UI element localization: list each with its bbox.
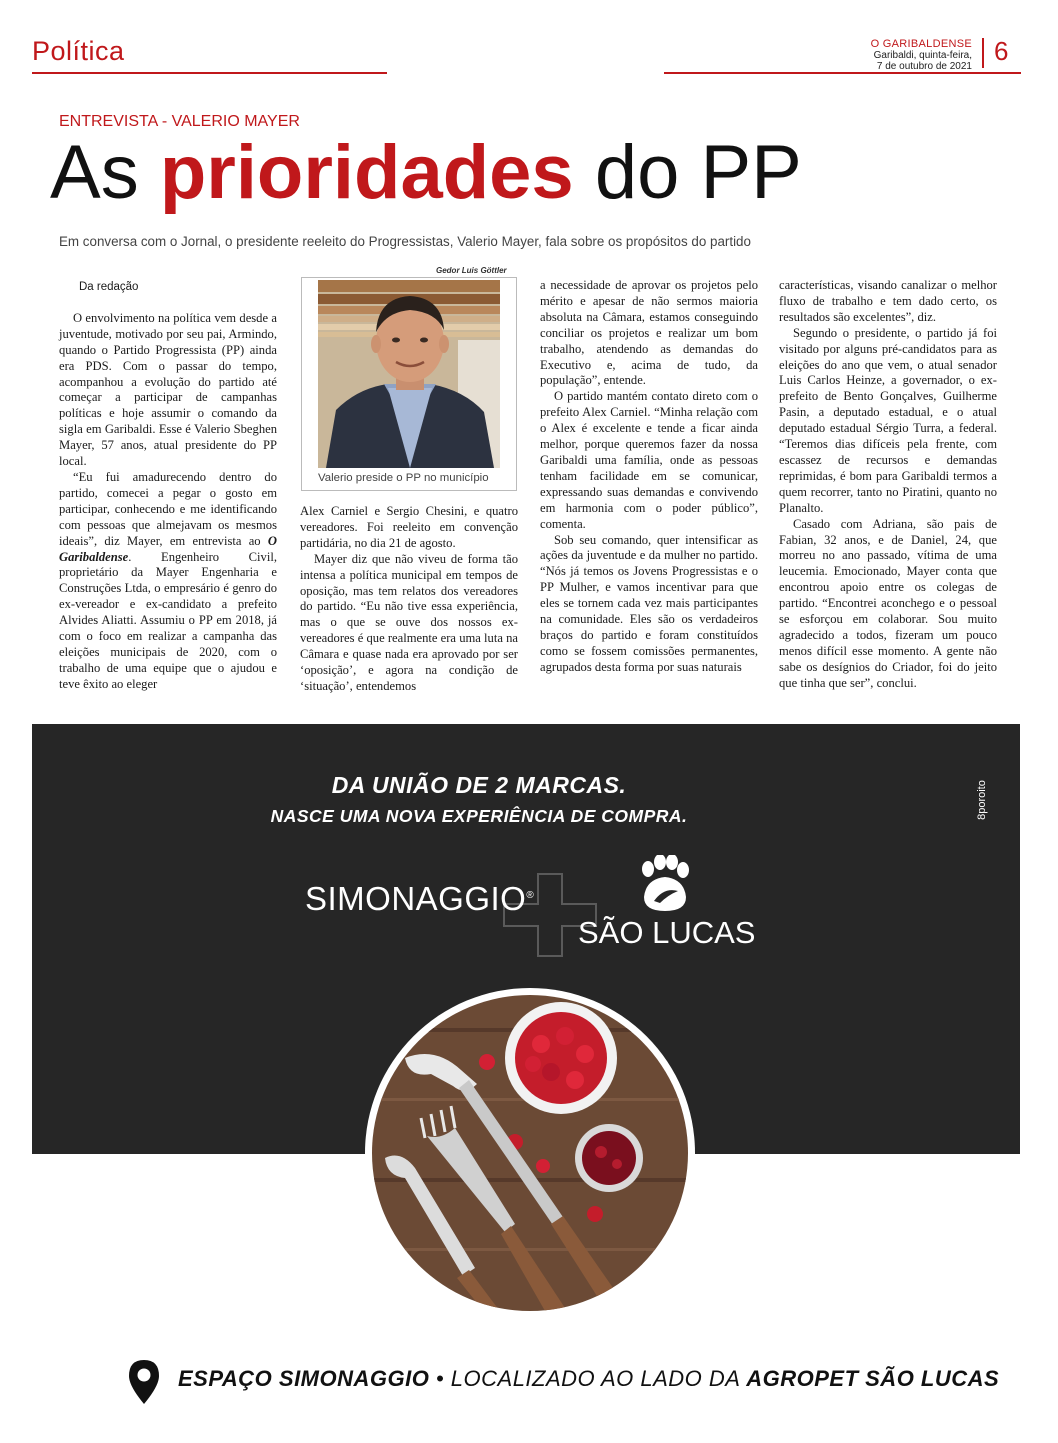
paragraph: Alex Carniel e Sergio Chesini, e quatro vereadores. Foi reeleito em convenção partidária, no dia 21 de agosto.	[300, 504, 518, 550]
article-column-1	[59, 280, 277, 693]
masthead-dateline-2: 7 de outubro de 2021	[876, 61, 972, 72]
article-column-4	[779, 278, 997, 692]
masthead-dateline-1: Garibaldi, quinta-feira,	[873, 50, 972, 61]
masthead-paper-name: O GARIBALDENSE	[870, 38, 972, 50]
registered-mark: ®	[526, 890, 535, 901]
publication-name: O Garibaldense	[59, 533, 277, 564]
page-number-separator	[982, 38, 984, 68]
section-label: Política	[32, 36, 125, 66]
ad-footer	[178, 1366, 999, 1392]
paragraph: O partido mantém contato direto com o prefeito Alex Carniel. “Minha relação com o Alex é excelente e tende a ficar ainda melhor, porque queremos fazer da nossa Garibaldi uma família, onde as pessoas tenham facilidade em se comunicar, expressando suas demandas e convivendo em harmonia com o poder público”, comenta.	[540, 389, 758, 531]
food-photo	[365, 988, 695, 1318]
headline-part-1: As	[50, 130, 160, 215]
ad-headline	[0, 772, 1058, 799]
headline-part-2: do PP	[573, 130, 802, 215]
location-pin-icon	[127, 1358, 161, 1406]
paragraph: Segundo o presidente, o partido já foi visitado por alguns pré-candidatos para as eleições do ano que vem, o atual senador Luis Carlos Heinze, a governador, o ex-prefeito de Bento Gonçalves, Guilherme Pasin, a deputado estadual, e o atual deputado estadual Sérgio Turra, a federal. “Teremos dias difíceis pela frente, com escassez de recursos e demandas reprimidas, é bom para Garibaldi termos a quem recorrer, tanto no Piratini, quanto no Planalto.	[779, 325, 997, 515]
ad-subheadline-text: NASCE UMA NOVA EXPERIÊNCIA DE COMPRA.	[270, 806, 688, 826]
paragraph-text: “Eu fui amadurecendo dentro do partido, comecei a pegar o gosto em participar, conhecendo e me identificando com pessoas que almejavam os mesmos ideais”, diz Mayer, em entrevista ao	[59, 469, 277, 548]
ad-agency-tag-text: 8poroito	[976, 780, 988, 820]
ad-footer-bullet: •	[429, 1366, 451, 1391]
paragraph: a necessidade de aprovar os projetos pelo mérito e apesar de não sermos maioria absoluta na Câmara, estamos conseguindo conciliar os projetos e realizar um bom trabalho, atendendo as demandas do Executivo e, acima de tudo, da população”, entende.	[540, 278, 758, 388]
ad-footer-partner: AGROPET SÃO LUCAS	[746, 1366, 1000, 1391]
header-rule-right	[664, 72, 1021, 74]
masthead	[871, 38, 972, 72]
paragraph: Sob seu comando, quer intensificar as ações da juventude e da mulher no partido. “Nós já temos os Jovens Progressistas e o PP Mulher, e vamos incentivar para que eles se tornem cada vez mais participantes na comunidade. Eles são os verdadeiros braços do partido e foram constituídos como se fossem comissões permanentes, agrupados desta forma por suas naturais	[540, 532, 758, 674]
ad-footer-text: LOCALIZADO AO LADO DA	[450, 1366, 747, 1391]
paragraph-text: . Engenheiro Civil, proprietário da Mayer Engenharia e Construções Ltda, o empresário é genro do ex-vereador e ex-candidato a prefeito Alvides Aliatti. Assumiu o PP em 2018, já com o foco em realizar a campanha das eleições municipais de 2020, com o trabalho de uma equipe que o ajudou e teve êxito ao eleger	[59, 549, 277, 691]
paw-icon	[638, 855, 692, 913]
headline-highlight: prioridades	[159, 130, 574, 215]
article-column-2	[300, 504, 518, 695]
photo-caption: Valerio preside o PP no município	[318, 472, 489, 484]
paragraph: características, visando canalizar o melhor fluxo de trabalho e tem dado certo, os resultados são excelentes”, diz.	[779, 278, 997, 324]
article-column-3	[540, 278, 758, 676]
ad-headline-text: DA UNIÃO DE 2 MARCAS.	[331, 772, 627, 798]
paragraph: Mayer diz que não viveu de forma tão intensa a política municipal em tempos de oposição, mas tem relatos dos vereadores do partido. “Eu não tive essa experiência, mas o que se ouve dos nossos ex-vereadores é que realmente era uma luta na Câmara e quase nada era aprovado por ser ‘oposição’, e agora na condição de ‘situação’, entendemos	[300, 551, 518, 693]
page-number: 6	[994, 36, 1009, 66]
portrait-photo	[318, 280, 500, 468]
paragraph: Casado com Adriana, são pais de Fabian, 32 anos, e de Daniel, 24, que morreu no ano passado, vítima de uma leucemia. Emocionado, Mayer conta que encontrou apoio entre os colegas de partido. “Encontrei aconchego e o pessoal se esforçou em colaborar. Sou muito agradecido a todos, fizeram um pouco menos difícil esse momento. A gente não sabe os desígnios do Criador, foi do jeito que tinha que ser”, conclui.	[779, 516, 997, 690]
ad-subheadline	[0, 806, 1058, 827]
article-byline: Da redação	[79, 281, 139, 293]
brand-simonaggio	[305, 880, 534, 918]
brand-sao-lucas: SÃO LUCAS	[578, 915, 756, 950]
ad-agency-tag	[965, 770, 995, 830]
header-rule-left	[32, 72, 387, 74]
paragraph: O envolvimento na política vem desde a juventude, motivado por seu pai, Armindo, quando o Partido Progressista (PP) ainda era PDS. Com o passar do tempo, acompanhou a evolução do partido até começar a participar de campanhas políticas e hoje assumir o comando da sigla em Garibaldi. Esse é Valerio Sbeghen Mayer, 57 anos, atual presidente do PP local.	[59, 310, 277, 469]
article-deck: Em conversa com o Jornal, o presidente reeleito do Progressistas, Valerio Mayer, fala sobre os propósitos do partido	[59, 234, 751, 249]
article-headline	[50, 128, 802, 218]
photo-credit: Gedor Luis Göttler	[436, 266, 507, 275]
ad-footer-store: ESPAÇO SIMONAGGIO	[178, 1366, 430, 1391]
article-kicker: ENTREVISTA - VALERIO MAYER	[59, 113, 300, 130]
paragraph	[59, 470, 277, 693]
brand-simonaggio-name: SIMONAGGIO	[305, 880, 527, 917]
portrait-illustration	[318, 280, 500, 468]
